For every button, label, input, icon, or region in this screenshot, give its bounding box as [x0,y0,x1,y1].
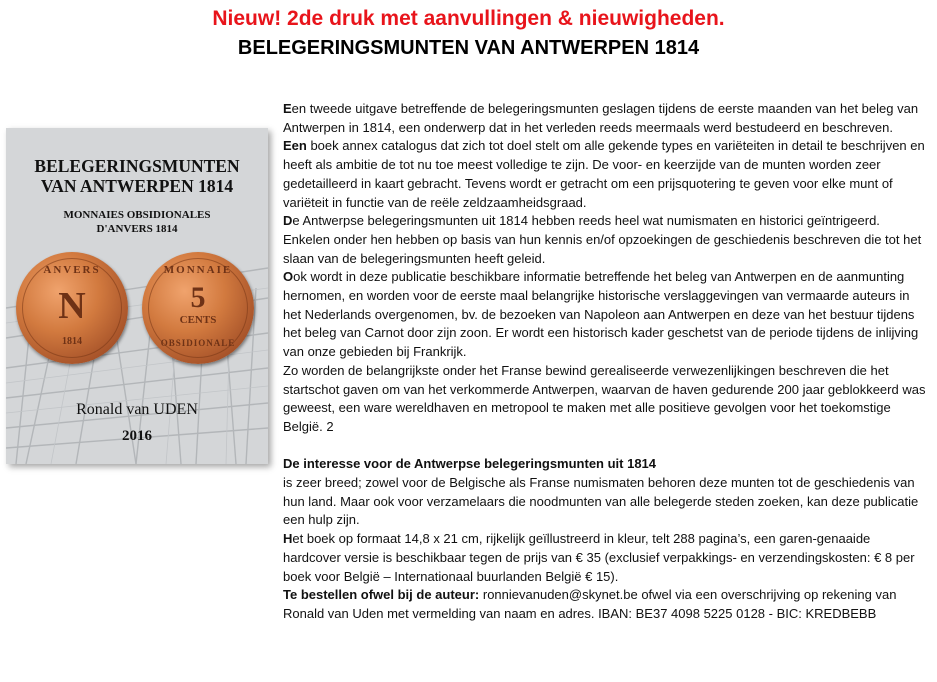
coin-reverse-top-legend: MONNAIE [163,264,233,276]
paragraph-catalogue: Een boek annex catalogus dat zich tot doel stelt om alle gekende types en variëteiten in detail te beschrijven en heeft als ambitie de tot nu toe meest volledige te zijn. De voor- en keerzijde van de munten worden zeer gedetailleerd in kaart gebracht. Tevens wordt er getracht om een prijsquotering te geven voor elke munt of variëteit in functie van de reële zeldzaamheidsgraad. [283,138,925,210]
book-cover-image [6,128,268,464]
coin-obverse-legend: ANVERS [43,264,101,276]
cover-year: 2016 [122,428,152,444]
paragraph-interest: is zeer breed; zowel voor de Belgische als Franse numismaten behoren deze munten tot de geschiedenis van hun land. Maar ook voor verzamelaars die noodmunten van alle belegerde steden zoeken, kan deze publicatie een hulp zijn. [283,475,919,528]
cover-author: Ronald van UDEN [76,401,198,418]
paragraph-history: De Antwerpse belegeringsmunten uit 1814 hebben reeds heel wat numismaten en historici geïntrigeerd. Enkelen onder hen hebben op basis van hun kennis en/of opzoekingen de geschiedenis beschreven die tot het slaan van de belegeringsmunten heeft geleid. [283,213,922,266]
coin-obverse-year: 1814 [62,336,82,347]
coin-reverse-bottom-legend: OBSIDIONALE [160,338,236,348]
announcement-headline: Nieuw! 2de druk met aanvullingen & nieuwigheden. [212,7,725,30]
paragraph-ordering: Te bestellen ofwel bij de auteur: ronnievanuden@skynet.be ofwel via een overschrijving op rekening van Ronald van Uden met vermelding van naam en adres. IBAN: BE37 4098 5225 0128 - BIC: KREDBEBB [283,587,897,621]
paragraph-intro: Een tweede uitgave betreffende de belegeringsmunten geslagen tijdens de eerste maanden van het beleg van Antwerpen in 1814, een onderwerp dat in het verleden reeds meermaals werd bestudeerd en beschreven. [283,101,919,135]
paragraph-publication: Ook wordt in deze publicatie beschikbare informatie betreffende het beleg van Antwerpen en de aanmunting hernomen, en worden voor de eerste maal belangrijke historische verslaggevingen van vermaarde auteurs in het Nederlands overgenomen, bv. de bezoeken van Napoleon aan Antwerpen en deze van het bestuur tijdens het beleg van Carnot door zijn zoon. Er wordt een historisch kader geschetst van de periode tijdens de inlijving van onze gebieden bij Frankrijk. [283,269,919,360]
cover-title-line1: BELEGERINGSMUNTEN [34,156,240,176]
interest-heading: De interesse voor de Antwerpse belegeringsmunten uit 1814 [283,456,657,472]
paragraph-book-format: Het boek op formaat 14,8 x 21 cm, rijkelijk geïllustreerd in kleur, telt 288 pagina’s, een garen-genaaide hardcover versie is beschikbaar tegen de prijs van € 35 (exclusief verpakkings- en verzendingskosten: € 8 per boek voor België – Internationaal buurlanden België € 15). [283,531,915,584]
paragraph-achievements: Zo worden de belangrijkste onder het Franse bewind gerealiseerde verwezenlijkingen beschreven die het startschot gaven om van het verkommerde Antwerpen, waarvan de haven gedurende 200 jaar geblokkeerd was geweest, een ware wereldhaven en metropool te maken met alle positieve gevolgen voor het toekomstige België. 2 [283,362,926,434]
coin-reverse-unit: CENTS [179,314,217,326]
description-text [283,100,928,624]
cover-subtitle-line1: MONNAIES OBSIDIONALES [63,209,211,221]
cover-subtitle-line2: D'ANVERS 1814 [96,223,178,235]
coin-reverse-image [142,252,254,364]
page-title: BELEGERINGSMUNTEN VAN ANTWERPEN 1814 [237,37,700,59]
cover-title-line2: VAN ANTWERPEN 1814 [40,176,234,196]
coin-obverse-image [16,252,128,364]
coin-reverse-value: 5 [190,281,206,314]
coin-obverse-letter: N [58,285,86,327]
